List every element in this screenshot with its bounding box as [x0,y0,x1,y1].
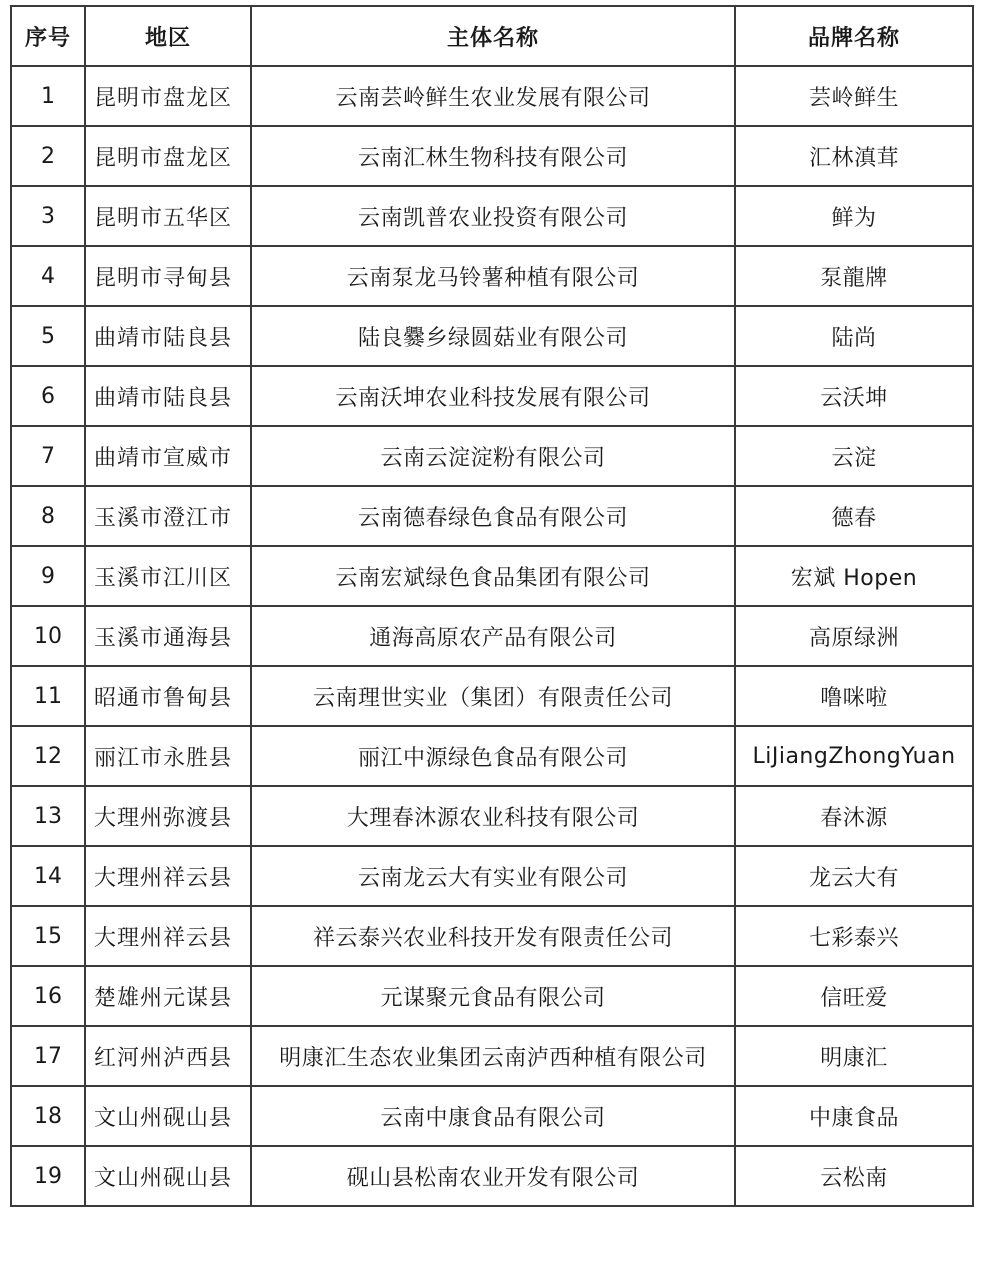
header-row [11,6,973,66]
table-row [11,666,973,726]
cell-num: 18 [11,1086,85,1146]
cell-region: 楚雄州元谋县 [85,966,251,1026]
table-row [11,126,973,186]
document-sheet [10,5,972,1207]
cell-brand: 云松南 [735,1146,973,1206]
cell-region: 曲靖市陆良县 [85,306,251,366]
cell-num: 9 [11,546,85,606]
table-body [11,66,973,1206]
cell-num: 8 [11,486,85,546]
table-row [11,726,973,786]
cell-entity: 砚山县松南农业开发有限公司 [251,1146,735,1206]
cell-entity: 云南云淀淀粉有限公司 [251,426,735,486]
table-row [11,846,973,906]
cell-entity: 云南宏斌绿色食品集团有限公司 [251,546,735,606]
cell-brand: 芸岭鲜生 [735,66,973,126]
cell-brand: 鲜为 [735,186,973,246]
cell-brand: 泵龍牌 [735,246,973,306]
cell-entity: 云南芸岭鲜生农业发展有限公司 [251,66,735,126]
cell-region: 大理州祥云县 [85,846,251,906]
cell-brand: 德春 [735,486,973,546]
cell-num: 12 [11,726,85,786]
brand-roster-table [10,5,974,1207]
cell-region: 玉溪市江川区 [85,546,251,606]
cell-brand: 汇林滇茸 [735,126,973,186]
cell-num: 6 [11,366,85,426]
cell-region: 大理州弥渡县 [85,786,251,846]
cell-brand: 云沃坤 [735,366,973,426]
cell-brand: 中康食品 [735,1086,973,1146]
table-row [11,1026,973,1086]
cell-brand: 噜咪啦 [735,666,973,726]
header-num: 序号 [11,6,85,66]
cell-region: 文山州砚山县 [85,1146,251,1206]
cell-entity: 云南汇林生物科技有限公司 [251,126,735,186]
cell-entity: 云南龙云大有实业有限公司 [251,846,735,906]
cell-num: 15 [11,906,85,966]
table-row [11,246,973,306]
cell-region: 红河州泸西县 [85,1026,251,1086]
header-entity: 主体名称 [251,6,735,66]
cell-brand: 陆尚 [735,306,973,366]
cell-brand: 春沐源 [735,786,973,846]
cell-brand: 宏斌 Hopen [735,546,973,606]
table-row [11,546,973,606]
cell-num: 17 [11,1026,85,1086]
table-row [11,1146,973,1206]
cell-entity: 大理春沐源农业科技有限公司 [251,786,735,846]
cell-region: 昆明市盘龙区 [85,126,251,186]
cell-num: 14 [11,846,85,906]
cell-brand: 明康汇 [735,1026,973,1086]
cell-region: 玉溪市澄江市 [85,486,251,546]
cell-entity: 通海高原农产品有限公司 [251,606,735,666]
cell-num: 11 [11,666,85,726]
cell-num: 16 [11,966,85,1026]
cell-region: 昆明市盘龙区 [85,66,251,126]
cell-num: 5 [11,306,85,366]
cell-brand: 高原绿洲 [735,606,973,666]
cell-entity: 云南沃坤农业科技发展有限公司 [251,366,735,426]
cell-entity: 陆良爨乡绿圆菇业有限公司 [251,306,735,366]
cell-brand: 云淀 [735,426,973,486]
cell-brand: 信旺爱 [735,966,973,1026]
table-row [11,426,973,486]
cell-region: 丽江市永胜县 [85,726,251,786]
cell-region: 大理州祥云县 [85,906,251,966]
header-region: 地区 [85,6,251,66]
table-row [11,186,973,246]
cell-region: 文山州砚山县 [85,1086,251,1146]
cell-entity: 云南德春绿色食品有限公司 [251,486,735,546]
cell-num: 1 [11,66,85,126]
cell-num: 3 [11,186,85,246]
cell-region: 昆明市五华区 [85,186,251,246]
header-brand: 品牌名称 [735,6,973,66]
cell-entity: 云南理世实业（集团）有限责任公司 [251,666,735,726]
table-row [11,966,973,1026]
cell-num: 10 [11,606,85,666]
table-header [11,6,973,66]
cell-entity: 丽江中源绿色食品有限公司 [251,726,735,786]
table-row [11,306,973,366]
cell-region: 曲靖市陆良县 [85,366,251,426]
cell-brand: LiJiangZhongYuan [735,726,973,786]
cell-num: 7 [11,426,85,486]
table-row [11,66,973,126]
table-row [11,366,973,426]
cell-brand: 七彩泰兴 [735,906,973,966]
table-row [11,1086,973,1146]
cell-entity: 元谋聚元食品有限公司 [251,966,735,1026]
cell-entity: 明康汇生态农业集团云南泸西种植有限公司 [251,1026,735,1086]
cell-entity: 云南中康食品有限公司 [251,1086,735,1146]
cell-num: 19 [11,1146,85,1206]
cell-brand: 龙云大有 [735,846,973,906]
table-row [11,786,973,846]
table-row [11,906,973,966]
cell-entity: 云南凯普农业投资有限公司 [251,186,735,246]
cell-region: 玉溪市通海县 [85,606,251,666]
cell-num: 4 [11,246,85,306]
cell-entity: 云南泵龙马铃薯种植有限公司 [251,246,735,306]
cell-region: 曲靖市宣威市 [85,426,251,486]
table-row [11,606,973,666]
cell-region: 昭通市鲁甸县 [85,666,251,726]
table-row [11,486,973,546]
cell-num: 13 [11,786,85,846]
cell-entity: 祥云泰兴农业科技开发有限责任公司 [251,906,735,966]
cell-region: 昆明市寻甸县 [85,246,251,306]
cell-num: 2 [11,126,85,186]
